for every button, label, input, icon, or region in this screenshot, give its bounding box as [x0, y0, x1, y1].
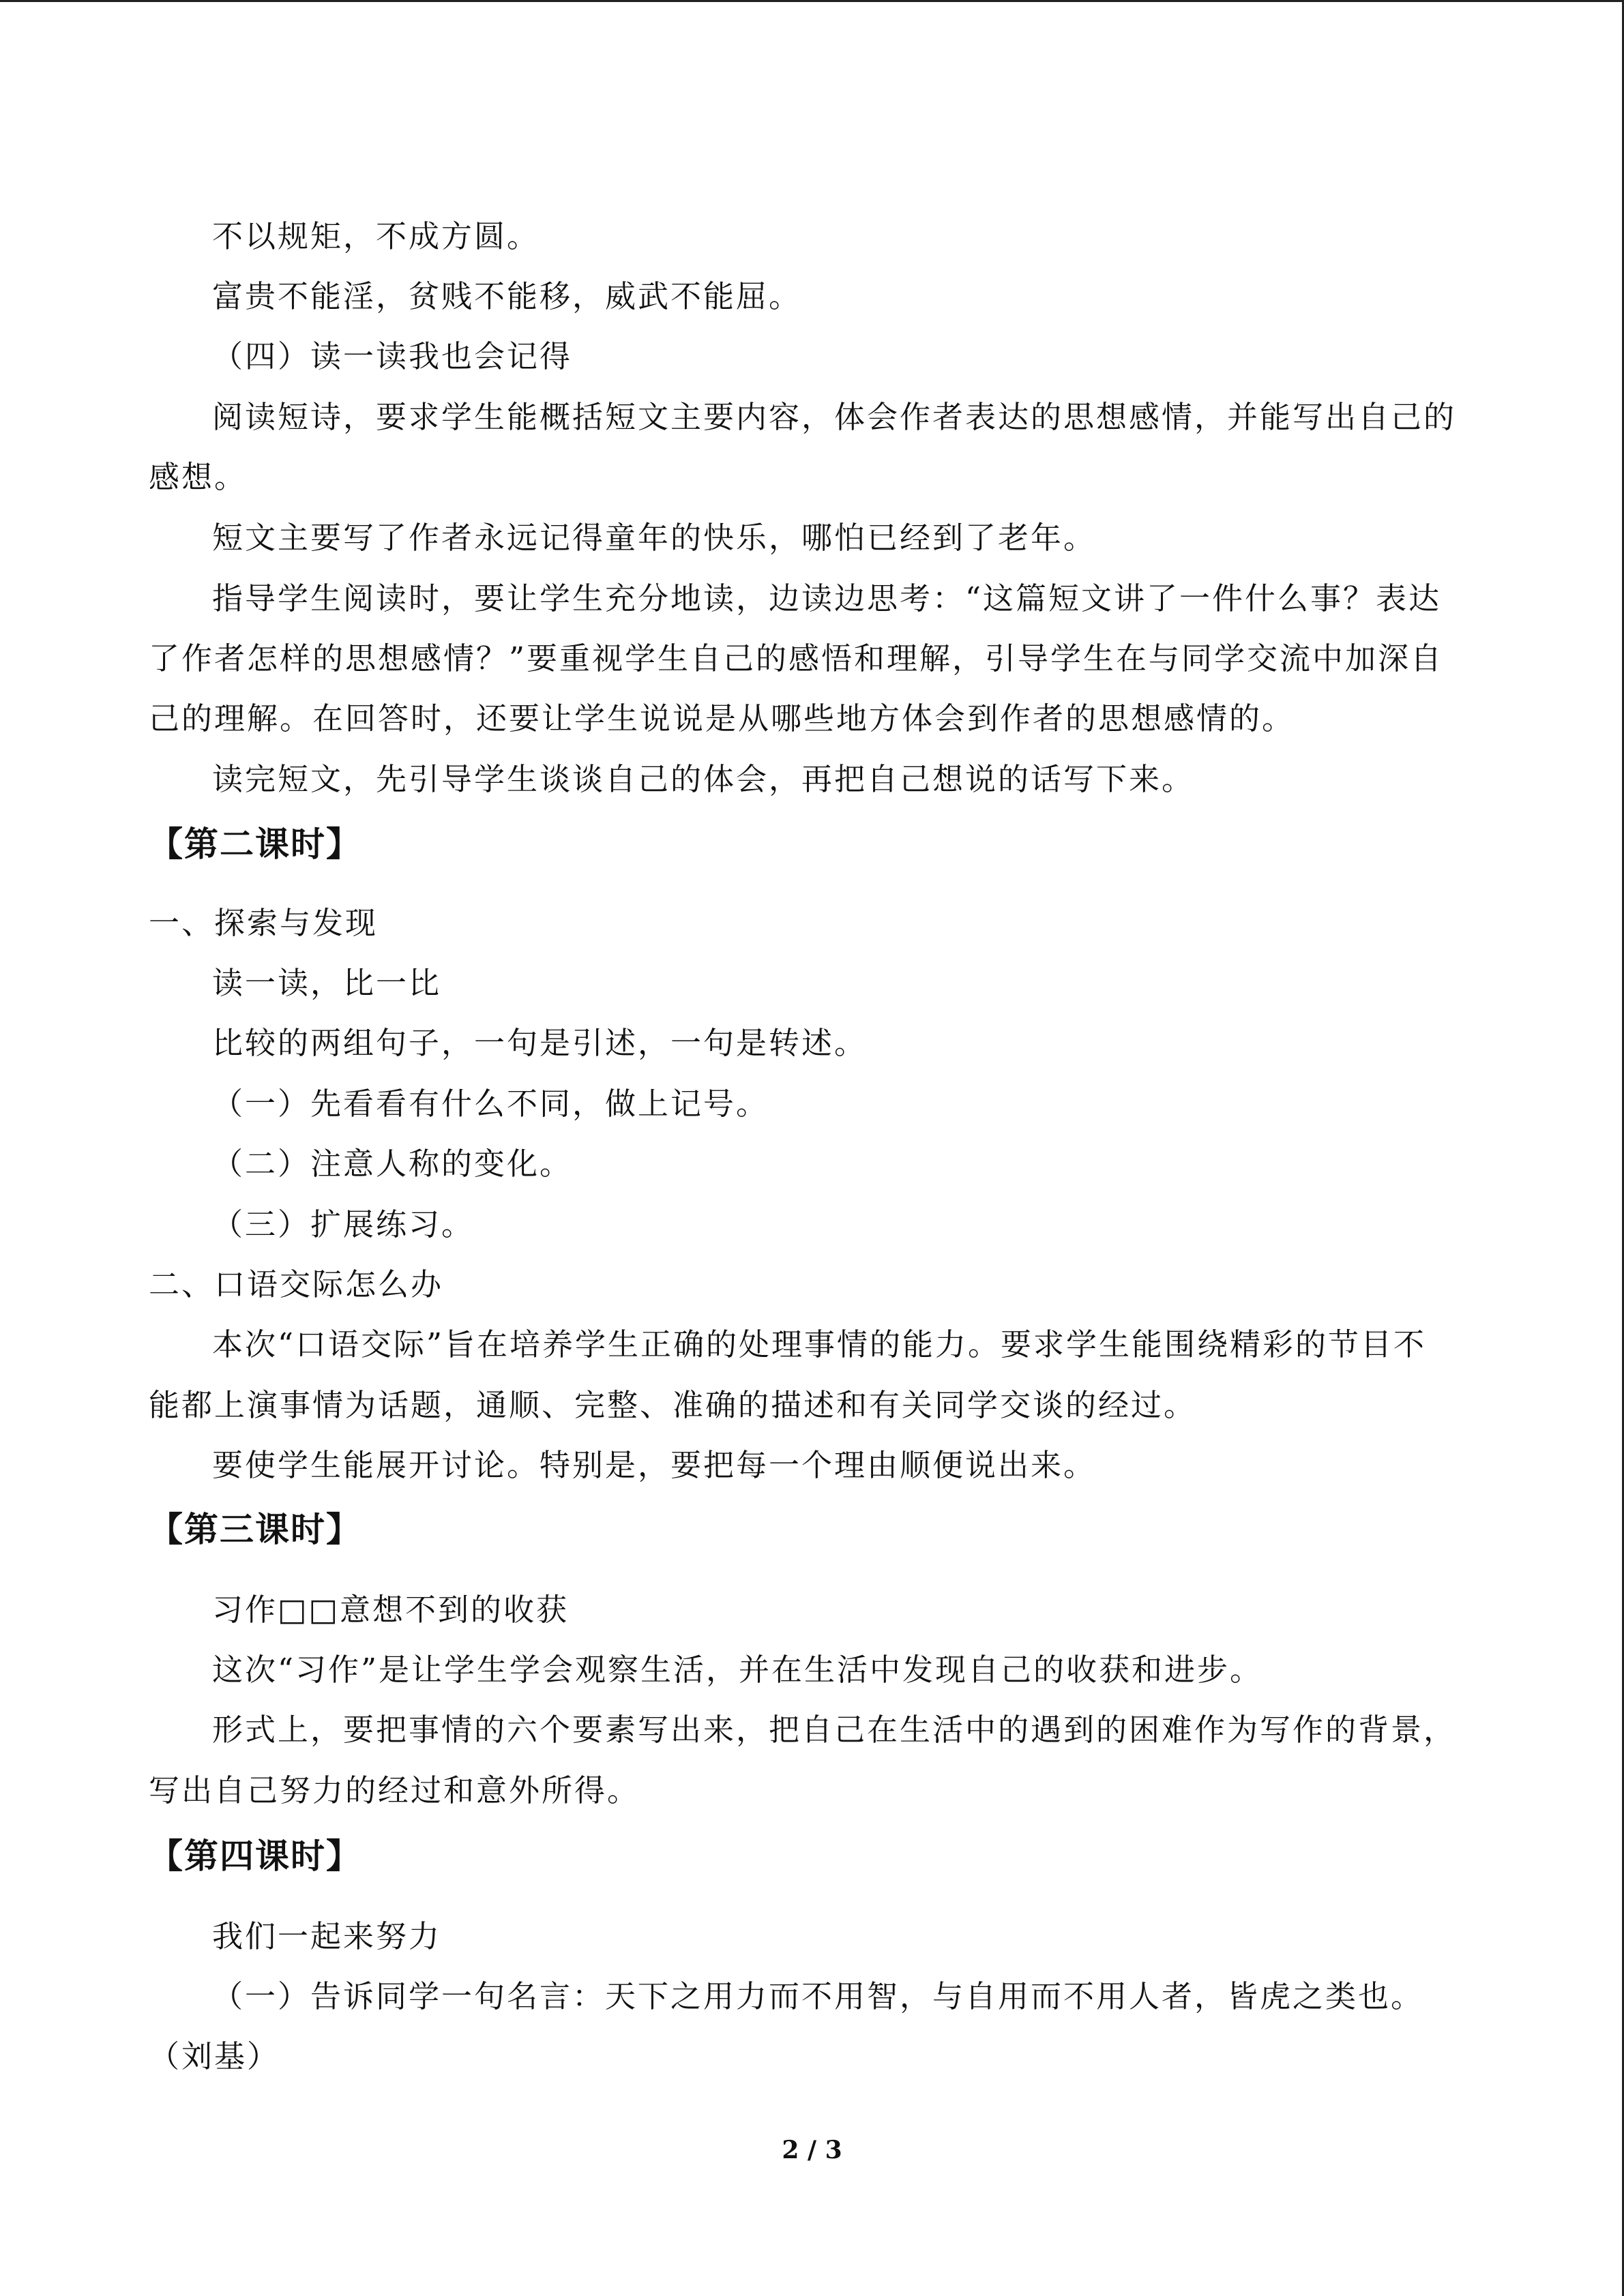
- page-number: 2 / 3: [782, 2136, 842, 2164]
- paragraph-line: 富贵不能淫，贫贱不能移，威武不能屈。: [212, 278, 802, 314]
- list-item: （一）先看看有什么不同，做上记号。: [212, 1086, 769, 1122]
- list-item: （二）注意人称的变化。: [212, 1146, 573, 1182]
- paragraph-line: 不以规矩，不成方圆。: [212, 218, 540, 254]
- paragraph-line: 写出自己努力的经过和意外所得。: [149, 1772, 640, 1808]
- lesson-heading: 【第四课时】: [149, 1836, 361, 1876]
- lesson-heading: 【第三课时】: [149, 1510, 361, 1549]
- paragraph-line: 能都上演事情为话题，通顺、完整、准确的描述和有关同学交谈的经过。: [149, 1387, 1197, 1423]
- paragraph-line: 己的理解。在回答时，还要让学生说说是从哪些地方体会到作者的思想感情的。: [149, 700, 1295, 736]
- paragraph-line: 读完短文，先引导学生谈谈自己的体会，再把自己想说的话写下来。: [212, 761, 1195, 797]
- paragraph-line: 了作者怎样的思想感情？”要重视学生自己的感悟和理解，引导学生在与同学交流中加深自: [149, 640, 1444, 676]
- paragraph-line: 本次“口语交际”旨在培养学生正确的处理事情的能力。要求学生能围绕精彩的节目不: [212, 1326, 1427, 1362]
- list-item: （三）扩展练习。: [212, 1206, 475, 1242]
- paragraph-line: 读一读，比一比: [212, 965, 442, 1001]
- paragraph-line: 形式上，要把事情的六个要素写出来，把自己在生活中的遇到的困难作为写作的背景，: [212, 1712, 1457, 1748]
- paragraph-line: 比较的两组句子，一句是引述，一句是转述。: [212, 1025, 868, 1061]
- paragraph-line: 这次“习作”是让学生学会观察生活，并在生活中发现自己的收获和进步。: [212, 1652, 1263, 1688]
- subsection-title: （四）读一读我也会记得: [212, 338, 573, 374]
- paragraph-line: 习作□□意想不到的收获: [212, 1592, 570, 1628]
- paragraph-line: 感想。: [149, 459, 248, 495]
- section-title: 二、口语交际怎么办: [149, 1266, 444, 1302]
- list-item: （一）告诉同学一句名言：天下之用力而不用智，与自用而不用人者，皆虎之类也。: [212, 1978, 1424, 2014]
- paragraph-line: 我们一起来努力: [212, 1918, 442, 1954]
- paragraph-line: 短文主要写了作者永远记得童年的快乐，哪怕已经到了老年。: [212, 520, 1097, 556]
- paragraph-line: （刘基）: [149, 2038, 280, 2074]
- paragraph-line: 要使学生能展开讨论。特别是，要把每一个理由顺便说出来。: [212, 1447, 1097, 1483]
- lesson-heading: 【第二课时】: [149, 824, 361, 864]
- paragraph-line: 指导学生阅读时，要让学生充分地读，边读边思考：“这篇短文讲了一件什么事？表达: [212, 580, 1442, 616]
- paragraph-line: 阅读短诗，要求学生能概括短文主要内容，体会作者表达的思想感情，并能写出自己的: [212, 399, 1457, 435]
- section-title: 一、探索与发现: [149, 905, 379, 941]
